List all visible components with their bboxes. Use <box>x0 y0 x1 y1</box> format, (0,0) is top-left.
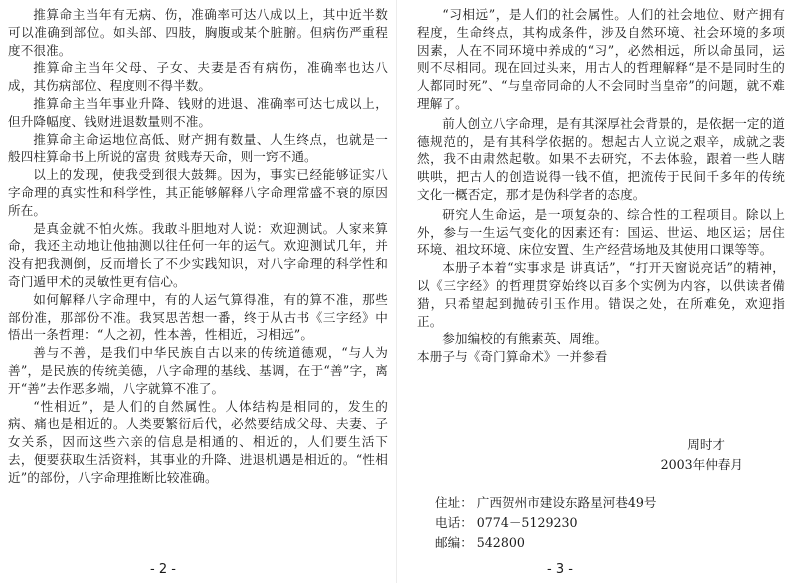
paragraph: 如何解释八字命理中，有的人运气算得准，有的算不准，那些部份准，那部份不准。我冥思苦想一番，终于从古书《三字经》中悟出一条哲理：“人之初，性本善，性相近，习相远”。 <box>8 291 388 343</box>
author-signature: 周时才 <box>687 437 725 452</box>
paragraph: 推算命主当年事业升降、钱财的进退、准确率可达七成以上，但升降幅度、钱财进退数量则不准。 <box>8 95 388 129</box>
right-page <box>397 0 793 583</box>
paragraph: 以上的发现，使我受到很大鼓舞。因为，事实已经能够证实八字命理的真实性和科学性，其正能够解释八字命理常盛不衰的原因所在。 <box>8 167 388 218</box>
signature-date: 2003年仲春月 <box>660 457 743 472</box>
paragraph: 推算命主当年有无病、伤，准确率可达八成以上，其中近半数可以准确到部位。如头部、四肢，胸腹或某个脏腑。但病伤严重程度不很准。 <box>8 7 388 58</box>
paragraph: 前人创立八字命理，是有其深厚社会背景的，是依据一定的道德规范的，是有其科学依据的。想起古人立说之艰辛，成就之裴然，我不由肃然起敬。如果不去研究，不去体验，跟着一些人瞎哄哄，把古人的创造说得一钱不值，把流传于民间千多年的传统文化一概否定，那才是伪科学者的态度。 <box>417 115 785 202</box>
left-text-column <box>8 6 388 487</box>
contact-phone: 电话： 0774－5129230 <box>435 515 578 530</box>
paragraph: 是真金就不怕火炼。我敢斗胆地对人说：欢迎测试。人家来算命，我还主动地让他抽测以往任何一年的运气。欢迎测试几年，并没有把我测倒，反而增长了不少实践知识，对八字命理的科学性和奇门遁甲术的灵敏性更有信心。 <box>8 220 388 289</box>
page-number: - 3 - <box>547 562 573 577</box>
contact-address: 住址： 广西贺州市建设东路星河巷49号 <box>435 495 657 510</box>
paragraph: “性相近”，是人们的自然属性。人体结构是相同的，发生的病、痛也是相近的。人类要繁衍后代，必然要结成父母、夫妻、子女关系，因而这些六亲的信息是相通的、相近的，人们要生活下去，便要获取生活资料，其事业的升降、进退机遇是相近的。“性相近”的部份，八字命理推断比较准确。 <box>8 398 388 485</box>
right-text-column <box>417 6 785 366</box>
contact-postcode: 邮编： 542800 <box>435 535 525 550</box>
paragraph: 推算命主命运地位高低、财产拥有数量、人生终点，也就是一般四柱算命书上所说的富贵 贫贱寿天命，则一窍不通。 <box>8 131 388 165</box>
paragraph: 善与不善，是我们中华民族自古以来的传统道德观，“与人为善”，是民族的传统美德，八字命理的基线、基调，在于“善”字，离开“善”去作恶多端，八字就算不准了。 <box>8 345 388 396</box>
paragraph: 本册子本着“实事求是 讲真话”，“打开天窗说亮话”的精神，以《三字经》的哲理贯穿始终以百多个实例为内容，以供读者備猎，只希望起到抛砖引玉作用。错误之处，在所难免，欢迎指正。 <box>417 260 785 329</box>
paragraph: 推算命主当年父母、子女、夫妻是否有病伤，准确率也达八成，其伤病部位、程度则不得半数。 <box>8 60 388 94</box>
paragraph: 参加编校的有熊素英、周维。 <box>442 331 608 347</box>
paragraph: “习相远”，是人们的社会属性。人们的社会地位、财产拥有程度，生命终点，其构成条件，涉及自然环境、社会环境的多项因素，人在不同环境中养成的“习”，必然相远，所以命虽同，运则不尽相同。现在回过头来，用古人的哲理解释“是不是同时生的人都同时死”、“与皇帝同命的人不会同时当皇帝”的问题，就不难理解了。 <box>417 7 785 111</box>
page-number: - 2 - <box>150 562 176 577</box>
paragraph: 本册子与《奇门算命术》一并参看 <box>417 349 608 365</box>
left-page <box>0 0 396 583</box>
paragraph: 研究人生命运，是一项复杂的、综合性的工程项目。除以上外，参与一生运气变化的因素还有：国运、世运、地区运；居住环境、祖坟环境、床位安置、生产经营场地及其使用口课等等。 <box>417 206 785 258</box>
